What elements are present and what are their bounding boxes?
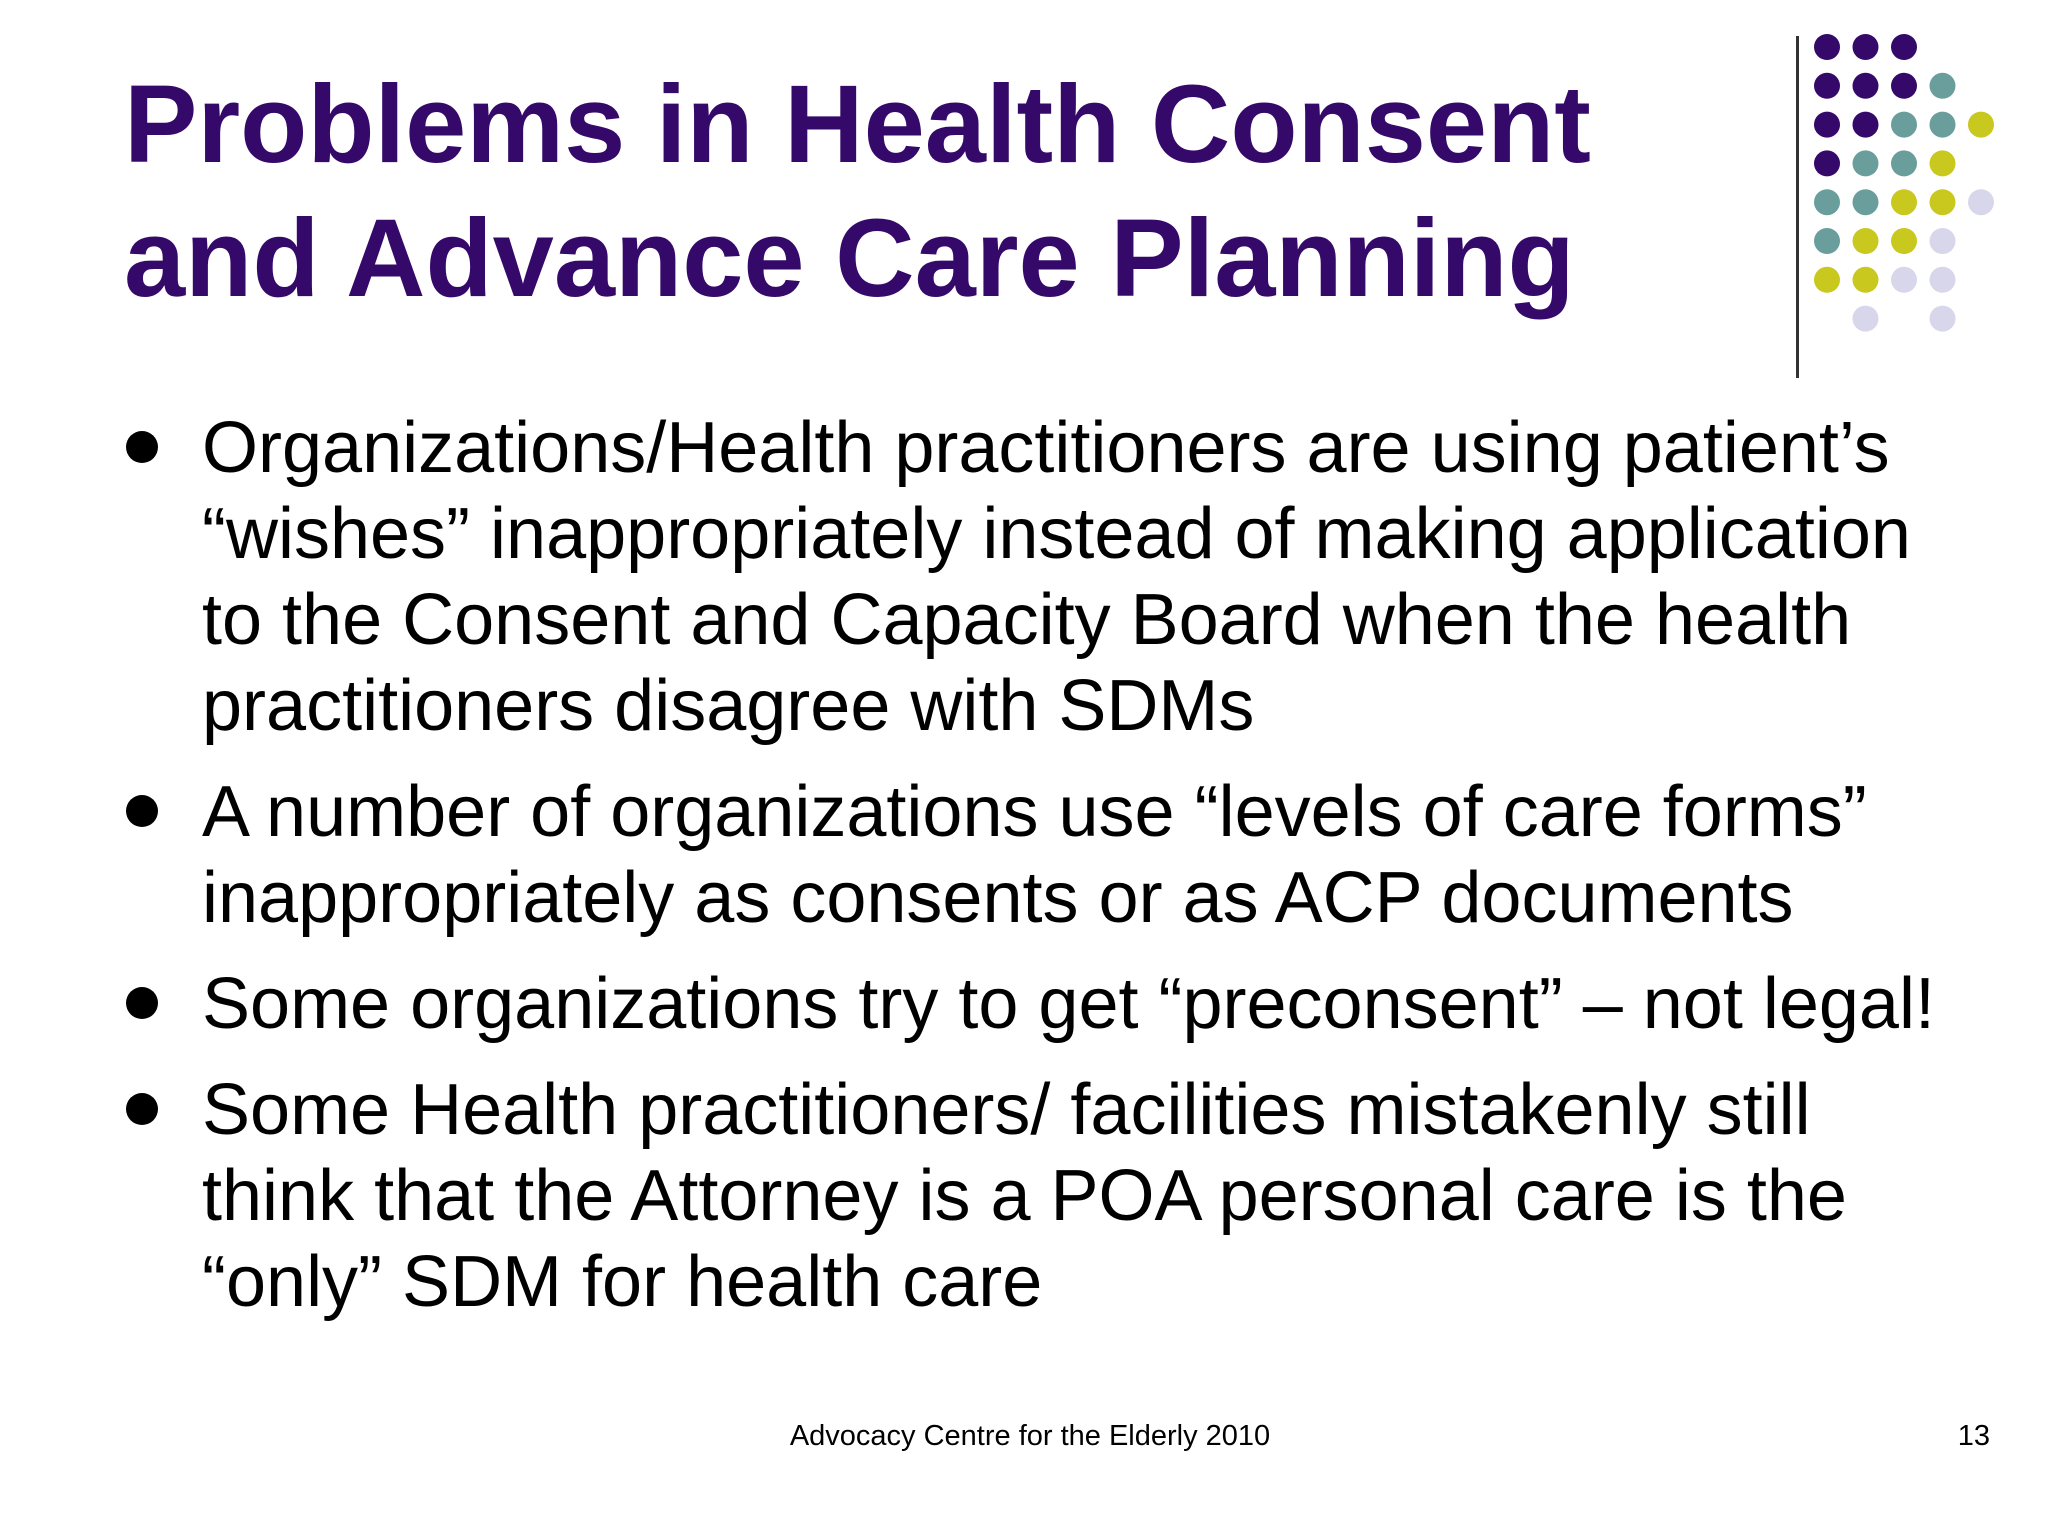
decorative-dot-purple: [1814, 112, 1840, 138]
decorative-dot-olive: [1930, 189, 1956, 215]
decorative-dot-purple: [1814, 73, 1840, 99]
decorative-dot-olive: [1891, 189, 1917, 215]
bullet-list: [124, 405, 1984, 1345]
decorative-dot-teal: [1891, 150, 1917, 176]
decorative-dot-olive: [1968, 112, 1994, 138]
decorative-dot-purple: [1814, 34, 1840, 60]
slide-page-number: 13: [1957, 1420, 1990, 1452]
decorative-dot-olive: [1853, 267, 1879, 293]
bullet-text-line: “wishes” inappropriately instead of making application: [202, 494, 1911, 574]
bullet-text-line: Some organizations try to get “preconsent” – not legal!: [202, 964, 1935, 1044]
bullet-text-line: inappropriately as consents or as ACP documents: [202, 858, 1794, 938]
decorative-dot-lavender: [1968, 189, 1994, 215]
decorative-dot-lavender: [1891, 267, 1917, 293]
decorative-dot-lavender: [1930, 228, 1956, 254]
slide-title-line-2: and Advance Care Planning: [124, 197, 1575, 320]
bullet-text-line: Organizations/Health practitioners are using patient’s: [202, 408, 1890, 488]
decorative-dot-teal: [1814, 228, 1840, 254]
decorative-dot-purple: [1853, 73, 1879, 99]
decorative-dot-lavender: [1930, 306, 1956, 332]
bullet-item: [124, 961, 1984, 1047]
slide-title: [124, 58, 1724, 326]
bullet-dot-icon: [126, 795, 158, 827]
decorative-dot-teal: [1853, 150, 1879, 176]
decorative-dot-purple: [1891, 73, 1917, 99]
bullet-text-line: practitioners disagree with SDMs: [202, 666, 1255, 746]
decorative-dot-lavender: [1930, 267, 1956, 293]
title-divider-line: [1796, 36, 1799, 378]
decorative-dot-teal: [1853, 189, 1879, 215]
decorative-dot-purple: [1814, 150, 1840, 176]
bullet-item: [124, 1067, 1984, 1325]
bullet-text-line: think that the Attorney is a POA personal care is the: [202, 1156, 1847, 1236]
bullet-text-line: A number of organizations use “levels of care forms”: [202, 772, 1867, 852]
bullet-item: [124, 769, 1984, 941]
bullet-dot-icon: [126, 1093, 158, 1125]
bullet-text-line: “only” SDM for health care: [202, 1242, 1043, 1322]
decorative-dot-olive: [1853, 228, 1879, 254]
bullet-dot-icon: [126, 987, 158, 1019]
decorative-dot-teal: [1930, 112, 1956, 138]
decorative-dot-purple: [1891, 34, 1917, 60]
slide-title-line-1: Problems in Health Consent: [124, 63, 1591, 186]
decorative-dot-olive: [1814, 267, 1840, 293]
decorative-dot-purple: [1853, 34, 1879, 60]
decorative-dot-teal: [1891, 112, 1917, 138]
decorative-dot-teal: [1930, 73, 1956, 99]
decorative-dot-purple: [1853, 112, 1879, 138]
bullet-item: [124, 405, 1984, 749]
slide-footer: Advocacy Centre for the Elderly 2010: [789, 1420, 1271, 1452]
decorative-dot-teal: [1814, 189, 1840, 215]
decorative-dot-olive: [1891, 228, 1917, 254]
decorative-dot-olive: [1930, 150, 1956, 176]
bullet-text-line: to the Consent and Capacity Board when the health: [202, 580, 1852, 660]
bullet-text-line: Some Health practitioners/ facilities mistakenly still: [202, 1070, 1811, 1150]
decorative-dot-lavender: [1853, 306, 1879, 332]
bullet-dot-icon: [126, 431, 158, 463]
